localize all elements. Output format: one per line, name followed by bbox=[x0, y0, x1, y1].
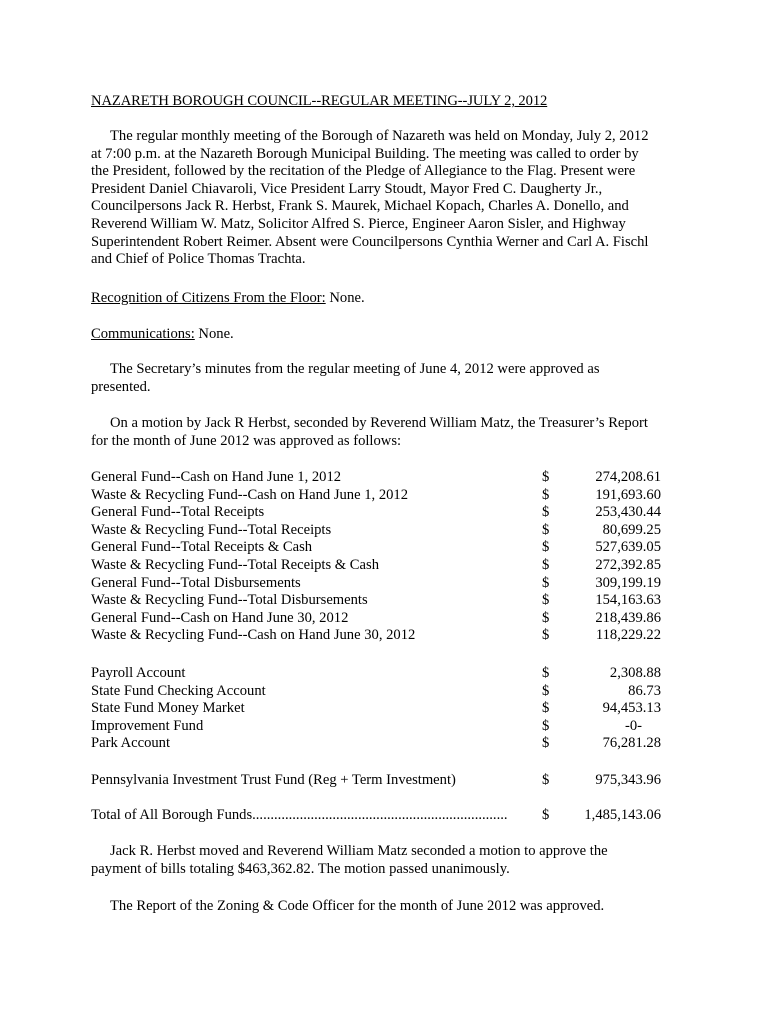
fund-amount: 527,639.05 bbox=[595, 539, 661, 556]
fund-label: State Fund Checking Account bbox=[91, 682, 266, 699]
fund-table-total bbox=[91, 807, 661, 825]
currency-symbol: $ bbox=[542, 539, 550, 556]
fund-amount: 118,229.22 bbox=[595, 627, 661, 644]
fund-label: Waste & Recycling Fund--Total Disbursements bbox=[91, 592, 368, 609]
total-amount: 1,485,143.06 bbox=[584, 807, 661, 823]
fund-row bbox=[91, 610, 661, 628]
intro-line: the President, followed by the recitation of the Pledge of Allegiance to the Flag. Present were bbox=[91, 163, 636, 180]
fund-row bbox=[91, 487, 661, 505]
fund-label: Waste & Recycling Fund--Cash on Hand June 30, 2012 bbox=[91, 627, 416, 644]
minutes-line: presented. bbox=[91, 378, 151, 395]
communications-heading: Communications: bbox=[91, 326, 195, 342]
fund-amount: 76,281.28 bbox=[602, 735, 661, 752]
fund-amount: 253,430.44 bbox=[595, 504, 661, 521]
currency-symbol: $ bbox=[542, 772, 550, 788]
fund-label: Improvement Fund bbox=[91, 717, 204, 734]
treasurer-line: for the month of June 2012 was approved as follows: bbox=[91, 432, 402, 449]
page-title: NAZARETH BOROUGH COUNCIL--REGULAR MEETING--JULY 2, 2012 bbox=[91, 93, 548, 109]
currency-symbol: $ bbox=[542, 682, 550, 699]
fund-amount: 2,308.88 bbox=[609, 665, 661, 681]
minutes-line: The Secretary’s minutes from the regular meeting of June 4, 2012 were approved as bbox=[110, 361, 600, 377]
bills-line: payment of bills totaling $463,362.82. The motion passed unanimously. bbox=[91, 860, 510, 877]
fund-row bbox=[91, 592, 661, 610]
fund-label: Pennsylvania Investment Trust Fund (Reg + Term Investment) bbox=[91, 772, 456, 788]
fund-amount: 80,699.25 bbox=[602, 521, 661, 538]
intro-line: Reverend William W. Matz, Solicitor Alfred S. Pierce, Engineer Aaron Sisler, and Highway bbox=[91, 215, 626, 232]
fund-amount: 154,163.63 bbox=[595, 592, 661, 609]
fund-row bbox=[91, 627, 661, 645]
currency-symbol: $ bbox=[542, 735, 550, 752]
zoning-paragraph bbox=[91, 898, 675, 916]
currency-symbol: $ bbox=[542, 486, 550, 503]
recognition-section bbox=[91, 290, 365, 308]
intro-paragraph bbox=[91, 128, 675, 269]
intro-line: and Chief of Police Thomas Trachta. bbox=[91, 251, 306, 268]
fund-label: Park Account bbox=[91, 735, 171, 752]
communications-text: None. bbox=[194, 326, 234, 342]
currency-symbol: $ bbox=[542, 700, 550, 717]
currency-symbol: $ bbox=[542, 574, 550, 591]
total-label: Total of All Borough Funds...................................................................... bbox=[91, 807, 508, 823]
fund-label: Payroll Account bbox=[91, 665, 186, 681]
fund-row bbox=[91, 469, 661, 487]
communications-section bbox=[91, 326, 234, 344]
fund-row bbox=[91, 522, 661, 540]
treasurer-paragraph bbox=[91, 415, 675, 450]
bills-paragraph bbox=[91, 843, 675, 878]
fund-label: State Fund Money Market bbox=[91, 700, 245, 717]
fund-label: General Fund--Total Receipts & Cash bbox=[91, 539, 313, 556]
fund-row bbox=[91, 772, 661, 790]
fund-amount: 218,439.86 bbox=[595, 609, 661, 626]
currency-symbol: $ bbox=[542, 665, 550, 681]
intro-line: Councilpersons Jack R. Herbst, Frank S. Maurek, Michael Kopach, Charles A. Donello, and bbox=[91, 198, 629, 215]
fund-row bbox=[91, 665, 661, 683]
currency-symbol: $ bbox=[542, 609, 550, 626]
fund-amount: -0- bbox=[624, 717, 642, 734]
bills-line: Jack R. Herbst moved and Reverend William Matz seconded a motion to approve the bbox=[110, 843, 608, 859]
fund-amount: 975,343.96 bbox=[595, 772, 661, 788]
fund-row bbox=[91, 557, 661, 575]
zoning-line: The Report of the Zoning & Code Officer for the month of June 2012 was approved. bbox=[110, 898, 605, 914]
currency-symbol: $ bbox=[542, 627, 550, 644]
intro-line: President Daniel Chiavaroli, Vice President Larry Stoudt, Mayor Fred C. Daugherty Jr., bbox=[91, 180, 603, 197]
fund-label: Waste & Recycling Fund--Total Receipts bbox=[91, 521, 332, 538]
currency-symbol: $ bbox=[542, 504, 550, 521]
intro-line: Superintendent Robert Reimer. Absent were Councilpersons Cynthia Werner and Carl A. Fischl bbox=[91, 233, 649, 250]
fund-row bbox=[91, 700, 661, 718]
fund-amount: 94,453.13 bbox=[602, 700, 661, 717]
fund-label: General Fund--Cash on Hand June 1, 2012 bbox=[91, 469, 342, 485]
currency-symbol: $ bbox=[542, 807, 550, 823]
currency-symbol: $ bbox=[542, 469, 550, 485]
fund-row bbox=[91, 735, 661, 753]
fund-label: General Fund--Total Receipts bbox=[91, 504, 265, 521]
recognition-heading: Recognition of Citizens From the Floor: bbox=[91, 290, 326, 306]
treasurer-line: On a motion by Jack R Herbst, seconded by Reverend William Matz, the Treasurer’s Report bbox=[110, 415, 648, 431]
fund-row bbox=[91, 718, 661, 736]
intro-line: at 7:00 p.m. at the Nazareth Borough Municipal Building. The meeting was called to order by bbox=[91, 145, 639, 162]
fund-amount: 86.73 bbox=[628, 682, 661, 699]
fund-row bbox=[91, 504, 661, 522]
currency-symbol: $ bbox=[542, 556, 550, 573]
fund-row bbox=[91, 539, 661, 557]
recognition-text: None. bbox=[325, 290, 365, 306]
currency-symbol: $ bbox=[542, 521, 550, 538]
fund-amount: 274,208.61 bbox=[595, 469, 661, 485]
fund-label: Waste & Recycling Fund--Total Receipts & Cash bbox=[91, 556, 379, 573]
fund-table-accounts bbox=[91, 665, 661, 753]
fund-amount: 272,392.85 bbox=[595, 556, 661, 573]
currency-symbol: $ bbox=[542, 717, 550, 734]
fund-table-operating bbox=[91, 469, 661, 645]
fund-label: Waste & Recycling Fund--Cash on Hand June 1, 2012 bbox=[91, 486, 409, 503]
fund-amount: 191,693.60 bbox=[595, 486, 661, 503]
fund-row bbox=[91, 683, 661, 701]
fund-amount: 309,199.19 bbox=[595, 574, 661, 591]
fund-label: General Fund--Cash on Hand June 30, 2012 bbox=[91, 609, 349, 626]
fund-row bbox=[91, 575, 661, 593]
total-row bbox=[91, 807, 661, 825]
intro-line: The regular monthly meeting of the Borough of Nazareth was held on Monday, July 2, 2012 bbox=[110, 128, 649, 144]
minutes-paragraph bbox=[91, 361, 675, 396]
fund-table-pitf bbox=[91, 772, 661, 790]
currency-symbol: $ bbox=[542, 592, 550, 609]
fund-label: General Fund--Total Disbursements bbox=[91, 574, 301, 591]
